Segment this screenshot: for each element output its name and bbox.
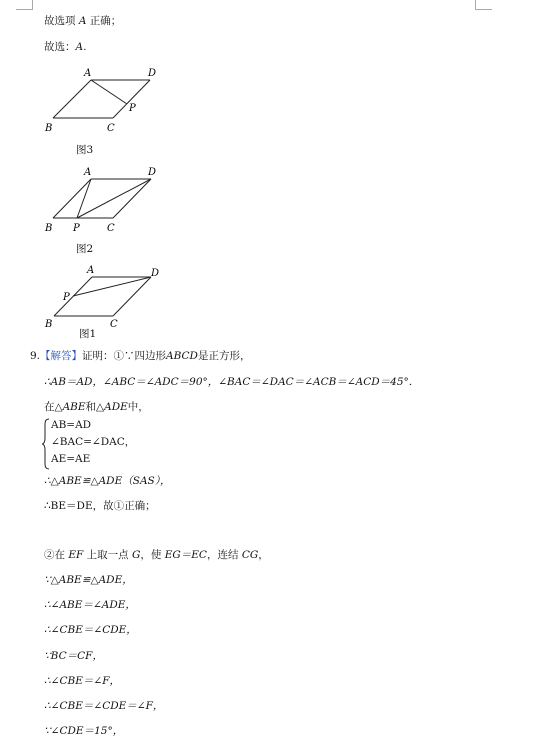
vertex-label-D: D: [148, 167, 157, 178]
proof-line-4: ∴△ABE≌△ADE（SAS），: [44, 475, 171, 487]
option-letter: A: [78, 15, 87, 27]
figure-3-caption: 图3: [76, 144, 94, 156]
vertex-label-B: B: [45, 223, 53, 234]
segment-name: EF: [68, 549, 84, 561]
shape-name: ABCD: [166, 350, 198, 362]
proof-line-9: ∴∠CBE＝∠CDE，: [44, 624, 137, 636]
triangle-name: ADE: [104, 401, 128, 413]
answer-label: 故选：: [44, 41, 76, 53]
point-name: G: [131, 549, 141, 561]
proof-text: ，使: [140, 549, 162, 561]
answer-letter: A: [75, 41, 84, 53]
vertex-label-B: B: [45, 123, 53, 134]
vertex-label-B: B: [45, 319, 53, 330]
figure-2: [0, 160, 541, 263]
vertex-label-P: P: [73, 223, 80, 234]
proof-intro: 证明：①∵四边形: [82, 350, 167, 362]
equation-row: AE=AE: [51, 453, 91, 465]
vertex-label-D: D: [151, 268, 160, 279]
conclusion-text: 故选项: [44, 15, 76, 27]
proof-line-5: ∴BE＝DE，故①正确；: [44, 500, 156, 512]
proof-line-2: ∴AB＝AD，∠ABC＝∠ADC＝90°，∠BAC＝∠DAC＝∠ACB＝∠ACD＝45°．: [44, 376, 420, 388]
proof-line-6: [44, 548, 269, 562]
proof-text: 上取一点: [86, 549, 129, 561]
proof-text: ，连结: [206, 549, 239, 561]
proof-text: 在△: [44, 401, 63, 413]
q9-header: [30, 349, 250, 363]
equation: EG＝EC: [164, 549, 207, 561]
equation-system: [51, 417, 135, 468]
proof-line-12: ∴∠CBE＝∠CDE＝∠F，: [44, 700, 164, 712]
vertex-label-P: P: [129, 103, 136, 114]
proof-line-11: ∴∠CBE＝∠F，: [44, 675, 120, 687]
proof-text: ，: [258, 549, 269, 561]
figure-1-caption: 图1: [79, 328, 97, 340]
vertex-label-A: A: [87, 265, 95, 276]
triangle-name: ABE: [62, 401, 86, 413]
proof-text: 中，: [127, 401, 149, 413]
vertex-label-C: C: [107, 223, 115, 234]
vertex-label-A: A: [84, 68, 92, 79]
segment-name: CG: [241, 549, 259, 561]
figure-1: [0, 262, 541, 345]
equation-row: AB=AD: [51, 419, 92, 431]
proof-line-13: ∵∠CDE＝15°，: [44, 725, 124, 737]
proof-text: ②在: [44, 549, 65, 561]
vertex-label-P: P: [63, 292, 70, 303]
proof-text: 和△: [85, 401, 105, 413]
answer-tag: 【解答】: [40, 350, 83, 362]
figure-3-diagram: [0, 0, 541, 160]
proof-line-3: [44, 400, 149, 414]
answer-period: .: [83, 41, 87, 53]
vertex-label-D: D: [148, 68, 157, 79]
vertex-label-A: A: [84, 167, 92, 178]
proof-line-8: ∴∠ABE＝∠ADE，: [44, 599, 136, 611]
figure-3: [0, 0, 541, 163]
vertex-label-C: C: [110, 319, 118, 330]
vertex-label-C: C: [107, 123, 115, 134]
proof-line-10: ∵BC＝CF，: [44, 650, 103, 662]
conclusion-text: 正确；: [89, 15, 122, 27]
left-brace-icon: [42, 418, 50, 470]
proof-intro-end: 是正方形，: [197, 350, 251, 362]
figure-2-caption: 图2: [76, 243, 94, 255]
proof-line-7: ∵△ABE≌△ADE，: [44, 574, 133, 586]
question-number: 9.: [30, 350, 41, 362]
equation-row: ∠BAC=∠DAC，: [51, 436, 136, 448]
